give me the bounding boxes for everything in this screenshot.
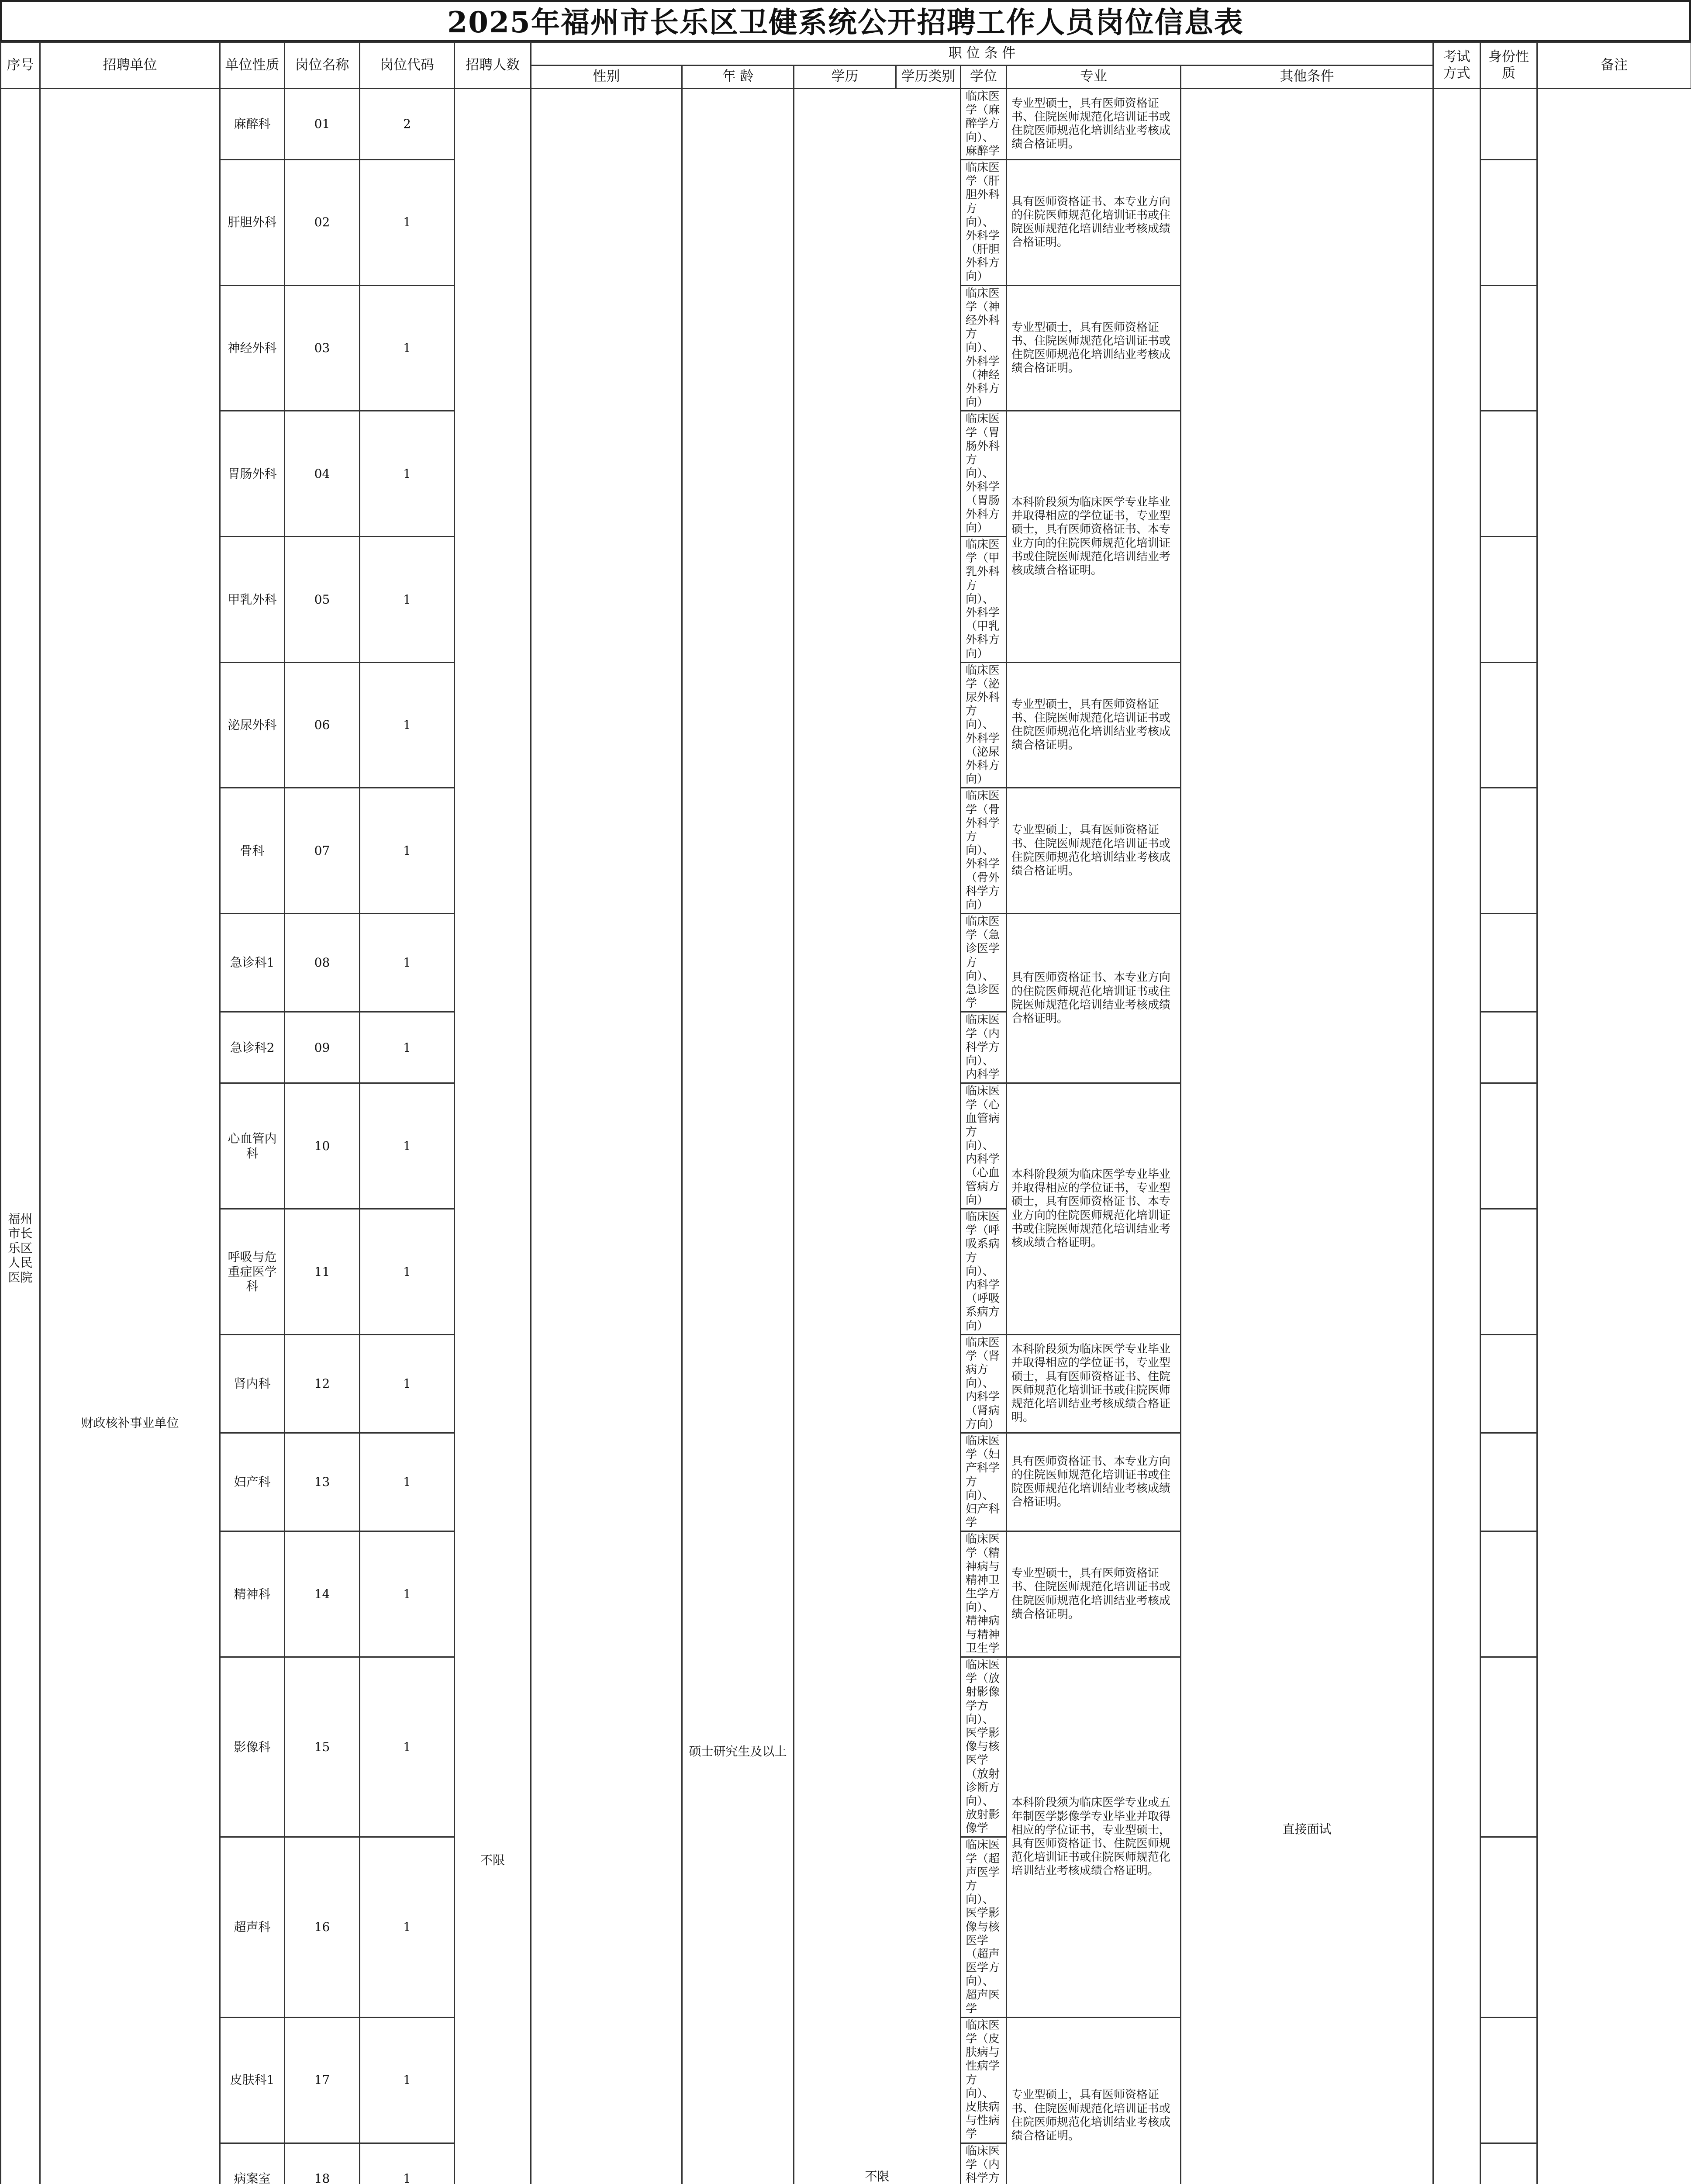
cell-degree: 临床医学（内科学方 <box>961 2143 1007 2184</box>
cell-code: 1 <box>360 788 455 914</box>
cell-post: 05 <box>285 537 360 663</box>
cell-nature: 妇产科 <box>220 1433 285 1531</box>
header-other: 其他条件 <box>1181 66 1433 89</box>
cell-code: 1 <box>360 1083 455 1209</box>
header-notes: 备注 <box>1537 42 1691 89</box>
cell-code: 1 <box>360 2017 455 2143</box>
cell-post: 09 <box>285 1012 360 1083</box>
cell-code: 1 <box>360 1433 455 1531</box>
cell-degree: 临床医学（妇产科学方向）、妇产科学 <box>961 1433 1007 1531</box>
cell-degree: 临床医学（急诊医学方向）、急诊医学 <box>961 914 1007 1012</box>
cell-nature: 呼吸与危重症医学科 <box>220 1209 285 1335</box>
cell-post: 18 <box>285 2143 360 2184</box>
job-info-table <box>0 41 1691 2184</box>
header-exam: 考试方式 <box>1433 42 1480 89</box>
cell-nature: 急诊科1 <box>220 914 285 1012</box>
header-code: 岗位代码 <box>360 42 455 89</box>
cell-nature: 超声科 <box>220 1837 285 2017</box>
cell-major: 本科阶段须为临床医学专业毕业并取得相应的学位证书，专业型硕士，具有医师资格证书、本专业方向的住院医师规范化培训证书或住院医师规范化培训结业考核成绩合格证明。 <box>1007 411 1181 662</box>
page-title: 2025年福州市长乐区卫健系统公开招聘工作人员岗位信息表 <box>0 0 1691 41</box>
cell-major: 本科阶段须为临床医学专业或五年制医学影像学专业毕业并取得相应的学位证书，专业型硕士，具有医师资格证书、住院医师规范化培训证书或住院医师规范化培训结业考核成绩合格证明。 <box>1007 1657 1181 2018</box>
cell-identity <box>1480 1083 1537 1209</box>
cell-identity <box>1480 1012 1537 1083</box>
cell-nature: 神经外科 <box>220 285 285 411</box>
cell-code: 1 <box>360 662 455 788</box>
cell-code: 1 <box>360 411 455 537</box>
cell-post: 14 <box>285 1531 360 1657</box>
cell-degree: 临床医学（精神病与精神卫生学方向）、精神病与精神卫生学 <box>961 1531 1007 1657</box>
cell-major: 专业型硕士，具有医师资格证书、住院医师规范化培训证书或住院医师规范化培训结业考核成绩合格证明。 <box>1007 788 1181 914</box>
cell-code: 1 <box>360 1209 455 1335</box>
cell-post: 04 <box>285 411 360 537</box>
cell-nature: 影像科 <box>220 1657 285 1837</box>
cell-code: 1 <box>360 914 455 1012</box>
cell-identity <box>1480 2017 1537 2143</box>
header-identity: 身份性质 <box>1480 42 1537 89</box>
cell-major: 具有医师资格证书、本专业方向的住院医师规范化培训证书或住院医师规范化培训结业考核成绩合格证明。 <box>1007 914 1181 1083</box>
cell-seq: 福州市长乐区人民医院 <box>1 89 40 2184</box>
header-edutype: 学历类别 <box>896 66 961 89</box>
cell-post: 06 <box>285 662 360 788</box>
cell-post: 15 <box>285 1657 360 1837</box>
cell-degree: 临床医学（肾病方向）、内科学（肾病方向） <box>961 1334 1007 1433</box>
header-unit: 招聘单位 <box>40 42 220 89</box>
cell-degree: 临床医学（肝胆外科方向）、外科学（肝胆外科方向） <box>961 159 1007 285</box>
cell-post: 02 <box>285 159 360 285</box>
cell-major: 专业型硕士，具有医师资格证书、住院医师规范化培训证书或住院医师规范化培训结业考核成绩合格证明。 <box>1007 285 1181 411</box>
header-post: 岗位名称 <box>285 42 360 89</box>
cell-degree: 临床医学（泌尿外科方向）、外科学（泌尿外科方向） <box>961 662 1007 788</box>
cell-major: 专业型硕士，具有医师资格证书、住院医师规范化培训证书或住院医师规范化培训结业考核成绩合格证明。 <box>1007 662 1181 788</box>
cell-major: 具有医师资格证书、本专业方向的住院医师规范化培训证书或住院医师规范化培训结业考核成绩合格证明。 <box>1007 1433 1181 1531</box>
cell-degree: 临床医学（内科学方向）、内科学 <box>961 1012 1007 1083</box>
cell-education: 不限 <box>794 89 961 2184</box>
cell-code: 1 <box>360 2143 455 2184</box>
header-seq: 序号 <box>1 42 40 89</box>
cell-degree: 临床医学（胃肠外科方向）、外科学（胃肠外科方向） <box>961 411 1007 537</box>
cell-post: 12 <box>285 1334 360 1433</box>
cell-code: 1 <box>360 159 455 285</box>
cell-code: 1 <box>360 285 455 411</box>
header-age: 年 龄 <box>682 66 794 89</box>
cell-post: 10 <box>285 1083 360 1209</box>
header-major: 专业 <box>1007 66 1181 89</box>
cell-degree: 临床医学（心血管病方向）、内科学（心血管病方向） <box>961 1083 1007 1209</box>
cell-count: 不限 <box>455 89 531 2184</box>
cell-identity <box>1480 662 1537 788</box>
cell-code: 1 <box>360 1012 455 1083</box>
cell-post: 13 <box>285 1433 360 1531</box>
cell-major: 本科阶段须为临床医学专业毕业并取得相应的学位证书，专业型硕士，具有医师资格证书、本专业方向的住院医师规范化培训证书或住院医师规范化培训结业考核成绩合格证明。 <box>1007 1083 1181 1334</box>
cell-major: 本科阶段须为临床医学专业毕业并取得相应的学位证书，专业型硕士，具有医师资格证书、住院医师规范化培训证书或住院医师规范化培训结业考核成绩合格证明。 <box>1007 1334 1181 1433</box>
cell-identity <box>1480 2143 1537 2184</box>
header-conditions: 职 位 条 件 <box>531 42 1433 66</box>
cell-degree: 临床医学（麻醉学方向）、麻醉学 <box>961 89 1007 160</box>
cell-degree: 临床医学（神经外科方向）、外科学（神经外科方向） <box>961 285 1007 411</box>
cell-major: 具有医师资格证书、本专业方向的住院医师规范化培训证书或住院医师规范化培训结业考核成绩合格证明。 <box>1007 159 1181 285</box>
cell-code: 1 <box>360 1837 455 2017</box>
cell-post: 01 <box>285 89 360 160</box>
table-body <box>1 89 1691 2184</box>
cell-nature: 皮肤科1 <box>220 2017 285 2143</box>
cell-identity <box>1480 1209 1537 1335</box>
cell-other: 直接面试 <box>1181 89 1433 2184</box>
cell-degree: 临床医学（超声医学方向）、医学影像与核医学（超声医学方向）、超声医学 <box>961 1837 1007 2017</box>
table-row <box>1 89 1691 160</box>
cell-nature: 泌尿外科 <box>220 662 285 788</box>
cell-code: 1 <box>360 1531 455 1657</box>
cell-identity <box>1480 411 1537 537</box>
cell-identity <box>1480 788 1537 914</box>
cell-identity <box>1480 914 1537 1012</box>
cell-identity <box>1480 1433 1537 1531</box>
cell-degree: 临床医学（皮肤病与性病学方向）、皮肤病与性病学 <box>961 2017 1007 2143</box>
cell-post: 17 <box>285 2017 360 2143</box>
cell-identity <box>1480 1334 1537 1433</box>
cell-post: 03 <box>285 285 360 411</box>
cell-identity <box>1480 1657 1537 1837</box>
cell-code: 1 <box>360 1334 455 1433</box>
cell-code: 2 <box>360 89 455 160</box>
cell-major: 专业型硕士，具有医师资格证书、住院医师规范化培训证书或住院医师规范化培训结业考核成绩合格证明。 <box>1007 89 1181 160</box>
cell-nature: 急诊科2 <box>220 1012 285 1083</box>
header-count: 招聘人数 <box>455 42 531 89</box>
cell-nature: 胃肠外科 <box>220 411 285 537</box>
cell-post: 11 <box>285 1209 360 1335</box>
cell-post: 07 <box>285 788 360 914</box>
cell-nature: 骨科 <box>220 788 285 914</box>
cell-post: 16 <box>285 1837 360 2017</box>
cell-major: 专业型硕士，具有医师资格证书、住院医师规范化培训证书或住院医师规范化培训结业考核成绩合格证明。 <box>1007 1531 1181 1657</box>
cell-nature: 心血管内科 <box>220 1083 285 1209</box>
header-education: 学历 <box>794 66 896 89</box>
cell-unit: 财政核补事业单位 <box>40 89 220 2184</box>
cell-age: 硕士研究生及以上 <box>682 89 794 2184</box>
cell-identity <box>1480 285 1537 411</box>
cell-nature: 肝胆外科 <box>220 159 285 285</box>
cell-gender <box>531 89 682 2184</box>
cell-code: 1 <box>360 537 455 663</box>
cell-identity <box>1480 1837 1537 2017</box>
cell-degree: 临床医学（呼吸系病方向）、内科学（呼吸系病方向） <box>961 1209 1007 1335</box>
cell-degree: 临床医学（甲乳外科方向）、外科学（甲乳外科方向） <box>961 537 1007 663</box>
cell-major: 专业型硕士，具有医师资格证书、住院医师规范化培训证书或住院医师规范化培训结业考核成绩合格证明。 <box>1007 2017 1181 2184</box>
cell-nature: 肾内科 <box>220 1334 285 1433</box>
cell-degree: 临床医学（骨外科学方向）、外科学（骨外科学方向） <box>961 788 1007 914</box>
header-nature: 单位性质 <box>220 42 285 89</box>
cell-identity <box>1480 1531 1537 1657</box>
cell-code: 1 <box>360 1657 455 1837</box>
cell-nature: 精神科 <box>220 1531 285 1657</box>
cell-exam <box>1433 89 1480 2184</box>
cell-nature: 病案室 <box>220 2143 285 2184</box>
cell-nature: 麻醉科 <box>220 89 285 160</box>
cell-degree: 临床医学（放射影像学方向）、医学影像与核医学（放射诊断方向）、放射影像学 <box>961 1657 1007 1837</box>
cell-identity <box>1480 537 1537 663</box>
cell-identity <box>1480 159 1537 285</box>
header-degree: 学位 <box>961 66 1007 89</box>
cell-nature: 甲乳外科 <box>220 537 285 663</box>
cell-identity <box>1480 89 1537 160</box>
header-gender: 性别 <box>531 66 682 89</box>
cell-post: 08 <box>285 914 360 1012</box>
